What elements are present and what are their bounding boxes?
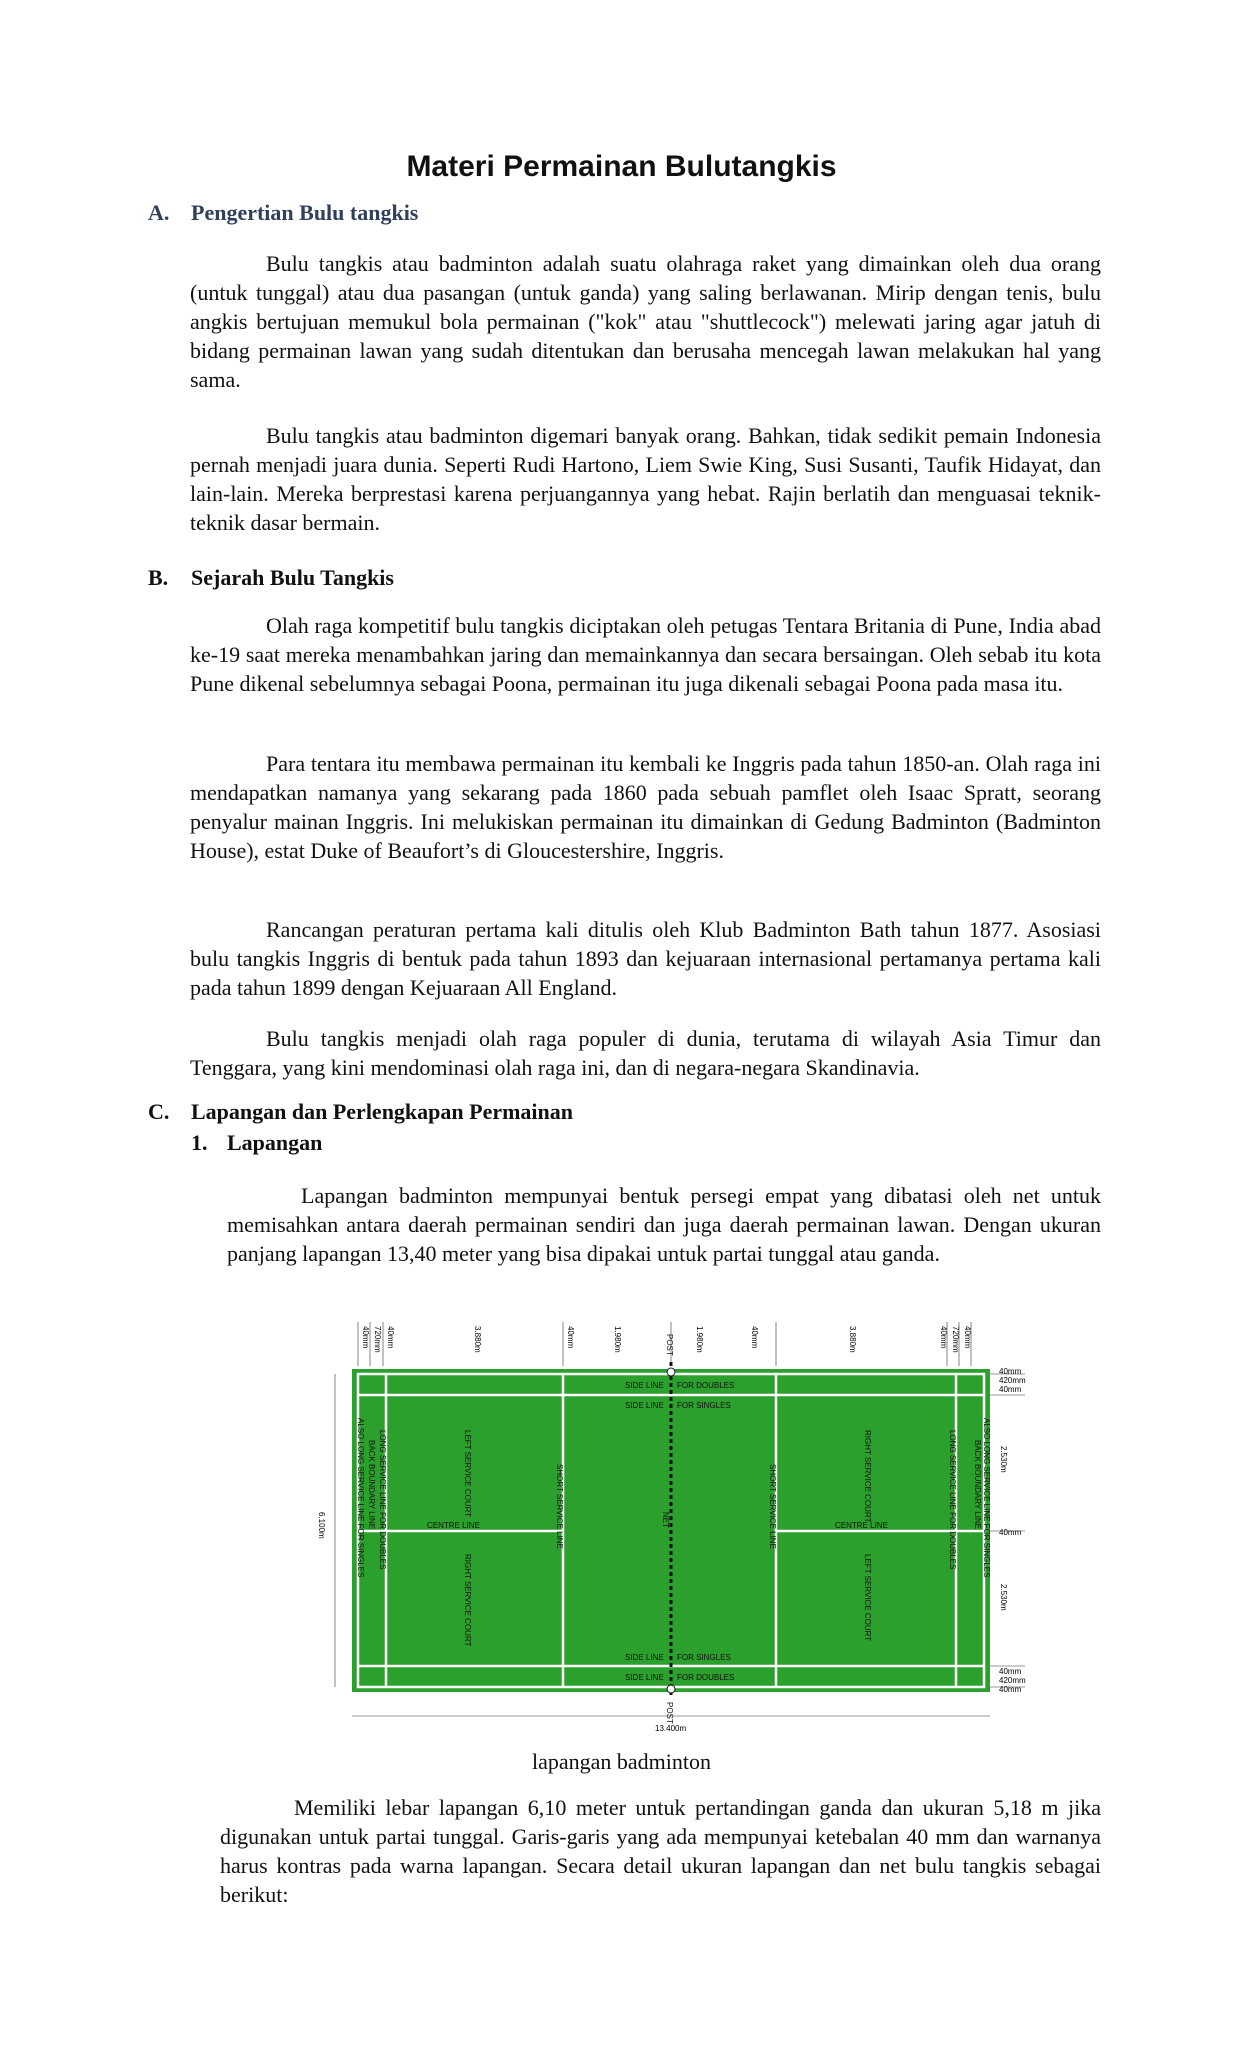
dim-top-7: 1.980m: [695, 1326, 704, 1353]
also-long-left: ALSO LONG SERVICE LINE FOR SINGLES: [356, 1418, 365, 1578]
dim-top-4: 3.880m: [473, 1326, 482, 1353]
section-c-title: Lapangan dan Perlengkapan Permainan: [191, 1099, 574, 1124]
dim-right-3: 40mm: [999, 1385, 1022, 1394]
section-b-paragraph-2: Para tentara itu membawa permainan itu kembali ke Inggris pada tahun 1850-an. Olah raga ini mendapatkan namanya yang sekarang pada 1860 pada sebuah pamflet oleh Isaac Spratt, seorang penyalur mainan Inggris. Ini melukiskan permainan itu dimainkan di Gedung Badminton (Badminton House), estat Duke of Beaufort’s di Gloucestershire, Inggris.: [190, 751, 1101, 863]
post-top-marker: [667, 1368, 675, 1376]
section-c-heading: [148, 1099, 573, 1125]
top-dim-ticks: [358, 1322, 971, 1366]
section-b-number: B.: [148, 565, 169, 590]
dim-right-1: 40mm: [999, 1367, 1022, 1376]
dim-left-width: 6.100m: [317, 1512, 326, 1539]
dim-top-11: 720mm: [951, 1326, 960, 1353]
side-line-singles-top: SIDE LINE: [625, 1401, 664, 1410]
dim-top-12: 40mm: [963, 1326, 972, 1349]
court-svg: [315, 1322, 1027, 1742]
section-a-title: Pengertian Bulu tangkis: [191, 200, 419, 225]
centre-line-left: CENTRE LINE: [427, 1521, 480, 1530]
dim-top-1: 40mm: [361, 1326, 370, 1349]
subsection-c1-title: Lapangan: [227, 1130, 323, 1155]
court-caption: lapangan badminton: [531, 1749, 711, 1774]
for-doubles-bottom: FOR DOUBLES: [677, 1673, 735, 1682]
side-line-doubles-top: SIDE LINE: [625, 1381, 664, 1390]
centre-line-right: CENTRE LINE: [835, 1521, 888, 1530]
badminton-court-diagram: [315, 1322, 1027, 1742]
dim-right-5: 40mm: [999, 1528, 1022, 1537]
for-singles-top: FOR SINGLES: [677, 1401, 731, 1410]
short-service-right: SHORT SERVICE LINE: [768, 1464, 777, 1549]
subsection-c1-heading: [191, 1130, 322, 1156]
section-a-heading: [148, 200, 418, 226]
dim-right-4: 2.530m: [999, 1446, 1008, 1473]
for-doubles-top: FOR DOUBLES: [677, 1381, 735, 1390]
dim-top-5: 40mm: [566, 1326, 575, 1349]
dim-right-6: 2.530m: [999, 1584, 1008, 1611]
long-service-left: LONG SERVICE LINE FOR DOUBLES: [378, 1430, 387, 1570]
side-line-doubles-bottom: SIDE LINE: [625, 1673, 664, 1682]
section-b-paragraph-4: Bulu tangkis menjadi olah raga populer di dunia, terutama di wilayah Asia Timur dan Tenggara, yang kini mendominasi olah raga ini, dan di negara-negara Skandinavia.: [190, 1026, 1101, 1080]
dim-right-7: 40mm: [999, 1667, 1022, 1676]
back-boundary-right: BACK BOUNDARY LINE: [973, 1440, 982, 1530]
net-label: NET: [661, 1512, 670, 1528]
section-a-number: A.: [148, 200, 170, 225]
section-c-number: C.: [148, 1099, 170, 1124]
section-a-paragraph-1: Bulu tangkis atau badminton adalah suatu olahraga raket yang dimainkan oleh dua orang (untuk tunggal) atau dua pasangan (untuk ganda) yang saling berlawanan. Mirip dengan tenis, bulu angkis bertujuan memukul bola permainan ("kok" atau "shuttlecock") melewati jaring agar jatuh di bidang permainan lawan yang sudah ditentukan dan berusaha mencegah lawan melakukan hal yang sama.: [190, 251, 1101, 392]
page-title: Materi Permainan Bulutangkis: [406, 150, 837, 183]
right-service-court-bottom: RIGHT SERVICE COURT: [463, 1554, 472, 1647]
section-b-paragraph-1: Olah raga kompetitif bulu tangkis diciptakan oleh petugas Tentara Britania di Pune, India abad ke-19 saat mereka menambahkan jaring dan memainkannya dan secara bersaingan. Oleh sebab itu kota Pune dikenal sebelumnya sebagai Poona, permainan itu juga dikenali sebagai Poona pada masa itu.: [190, 613, 1101, 696]
section-b-title: Sejarah Bulu Tangkis: [191, 565, 394, 590]
post-bottom-marker: [667, 1685, 675, 1693]
section-b-heading: [148, 565, 394, 591]
dim-bottom-length: 13.400m: [655, 1724, 687, 1733]
long-service-right: LONG SERVICE LINE FOR DOUBLES: [948, 1430, 957, 1570]
dim-right-2: 420mm: [999, 1376, 1026, 1385]
also-long-right: ALSO LONG SERVICE LINE FOR SINGLES: [982, 1418, 991, 1578]
subsection-c1-paragraph-1: Lapangan badminton mempunyai bentuk persegi empat yang dibatasi oleh net untuk memisahkan antara daerah permainan sendiri dan juga daerah permainan lawan. Dengan ukuran panjang lapangan 13,40 meter yang bisa dipakai untuk partai tunggal atau ganda.: [227, 1183, 1101, 1266]
dim-top-9: 3.880m: [848, 1326, 857, 1353]
left-service-court-bottom: LEFT SERVICE COURT: [863, 1554, 872, 1642]
subsection-c1-number: 1.: [191, 1130, 208, 1155]
back-boundary-left: BACK BOUNDARY LINE: [367, 1440, 376, 1530]
section-b-paragraph-3: Rancangan peraturan pertama kali ditulis oleh Klub Badminton Bath tahun 1877. Asosiasi bulu tangkis Inggris di bentuk pada tahun 1893 dan kejuaraan internasional pertamanya pertama kali pada tahun 1899 dengan Kejuaraan All England.: [190, 917, 1101, 1000]
post-top-label: POST: [665, 1334, 674, 1356]
dim-top-3: 40mm: [386, 1326, 395, 1349]
dim-top-2: 720mm: [373, 1326, 382, 1353]
dim-right-9: 40mm: [999, 1685, 1022, 1694]
right-dimensions: [999, 1367, 1026, 1694]
section-a-paragraph-2: Bulu tangkis atau badminton digemari banyak orang. Bahkan, tidak sedikit pemain Indonesia pernah menjadi juara dunia. Seperti Rudi Hartono, Liem Swie King, Susi Susanti, Taufik Hidayat, dan lain-lain. Mereka berprestasi karena perjuangannya yang hebat. Rajin berlatih dan menguasai teknik-teknik dasar bermain.: [190, 423, 1101, 535]
post-bottom-label: POST: [665, 1702, 674, 1724]
dim-top-10: 40mm: [939, 1326, 948, 1349]
dim-top-8: 40mm: [750, 1326, 759, 1349]
for-singles-bottom: FOR SINGLES: [677, 1653, 731, 1662]
subsection-c1-paragraph-2: Memiliki lebar lapangan 6,10 meter untuk pertandingan ganda dan ukuran 5,18 m jika digunakan untuk partai tunggal. Garis-garis yang ada mempunyai ketebalan 40 mm dan warnanya harus kontras pada warna lapangan. Secara detail ukuran lapangan dan net bulu tangkis sebagai berikut:: [220, 1795, 1101, 1907]
dim-right-8: 420mm: [999, 1676, 1026, 1685]
right-service-court-top: RIGHT SERVICE COURT: [863, 1430, 872, 1523]
dim-top-6: 1.980m: [613, 1326, 622, 1353]
side-line-singles-bottom: SIDE LINE: [625, 1653, 664, 1662]
short-service-left: SHORT SERVICE LINE: [555, 1464, 564, 1549]
left-service-court-top: LEFT SERVICE COURT: [463, 1430, 472, 1518]
